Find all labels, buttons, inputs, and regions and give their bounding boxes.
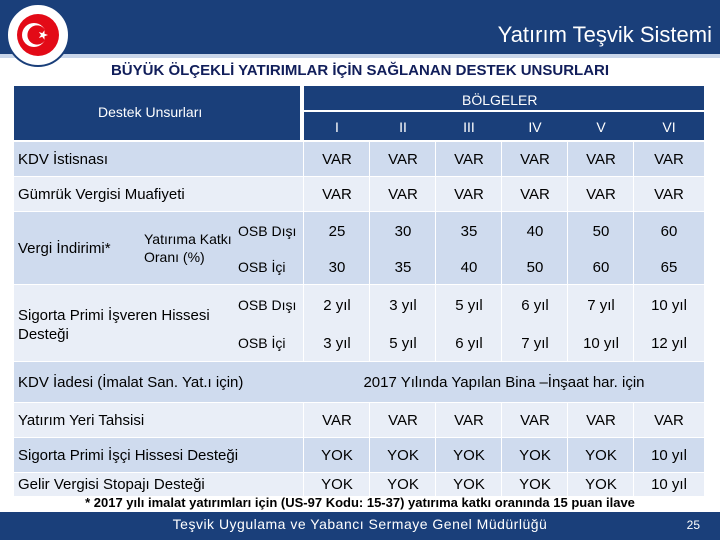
corner-header-label: Destek Unsurları	[98, 104, 203, 120]
table-cell: YOK	[585, 446, 617, 464]
table-cell: YOK	[453, 476, 485, 493]
osb-ici-label: OSB İçi	[238, 335, 286, 351]
table-cell: 2 yıl	[323, 296, 351, 314]
sub-label-katki-orani: Yatırıma Katkı Oranı (%)	[144, 231, 232, 265]
table-cell: VAR	[454, 411, 484, 429]
table-cell: VAR	[322, 150, 352, 168]
table-cell: VAR	[322, 411, 352, 429]
region-header: II	[399, 119, 407, 135]
table-cell: VAR	[586, 150, 616, 168]
table-cell: YOK	[519, 476, 551, 493]
table-cell: 3 yıl	[389, 296, 417, 314]
table-cell: 6 yıl	[455, 334, 483, 352]
osb-disi-label: OSB Dışı	[238, 296, 297, 313]
kdv-iadesi-value: 2017 Yılında Yapılan Bina –İnşaat har. için	[363, 373, 645, 391]
table-cell: 50	[592, 222, 610, 240]
crescent-star-seal-icon	[8, 5, 68, 65]
row-label-sigorta-isveren: Sigorta Primi İşveren Hissesi Desteği	[18, 307, 210, 343]
table-cell: 50	[526, 258, 544, 276]
table-cell: VAR	[454, 185, 484, 203]
table-cell: 65	[660, 258, 678, 276]
table-cell: VAR	[586, 411, 616, 429]
regions-header-label: BÖLGELER	[462, 92, 538, 108]
table-cell: YOK	[321, 476, 353, 493]
table-cell: YOK	[453, 446, 485, 464]
table-cell: 5 yıl	[455, 296, 483, 314]
table-cell: VAR	[654, 150, 684, 168]
table-cell: 10 yıl	[651, 446, 687, 464]
table-cell: 12 yıl	[651, 334, 687, 352]
table-cell: VAR	[654, 411, 684, 429]
region-header: VI	[662, 119, 676, 135]
row-label-kdv-iadesi: KDV İadesi (İmalat San. Yat.ı için)	[18, 373, 244, 391]
table-cell: VAR	[520, 150, 550, 168]
row-label-gelir-vergisi: Gelir Vergisi Stopajı Desteği	[18, 476, 205, 493]
table-cell: YOK	[519, 446, 551, 464]
table-cell: VAR	[654, 185, 684, 203]
osb-ici-label: OSB İçi	[238, 259, 286, 275]
region-header: V	[596, 119, 606, 135]
table-cell: VAR	[586, 185, 616, 203]
table-cell: VAR	[454, 150, 484, 168]
table-cell: 3 yıl	[323, 334, 351, 352]
table-cell: YOK	[321, 446, 353, 464]
table-cell: VAR	[388, 150, 418, 168]
table-cell: 60	[660, 222, 678, 240]
table-cell: 7 yıl	[587, 296, 615, 314]
row-label-sigorta-isci: Sigorta Primi İşçi Hissesi Desteği	[18, 446, 239, 464]
table-cell: 7 yıl	[521, 334, 549, 352]
table-cell: 40	[460, 258, 478, 276]
footnote: * 2017 yılı imalat yatırımları için (US-97 Kodu: 15-37) yatırıma katkı oranında 15 puan ilave	[85, 495, 635, 510]
table-cell: 40	[526, 222, 544, 240]
table-cell: VAR	[322, 185, 352, 203]
table-cell: VAR	[520, 411, 550, 429]
region-header: I	[335, 119, 339, 135]
table-cell: 5 yıl	[389, 334, 417, 352]
table-cell: 35	[394, 258, 412, 276]
table-cell: 10 yıl	[651, 476, 687, 493]
osb-disi-label: OSB Dışı	[238, 222, 297, 239]
region-header: IV	[528, 119, 542, 135]
page-subtitle: BÜYÜK ÖLÇEKLİ YATIRIMLAR İÇİN SAĞLANAN DESTEK UNSURLARI	[110, 62, 610, 79]
table-cell: 6 yıl	[521, 296, 549, 314]
page-title: Yatırım Teşvik Sistemi	[497, 22, 712, 47]
row-label-yatirim-yeri: Yatırım Yeri Tahsisi	[18, 411, 145, 429]
support-table	[14, 86, 704, 496]
table-cell: 10 yıl	[651, 296, 687, 314]
table-cell: 30	[394, 222, 412, 240]
page-number: 25	[686, 518, 700, 532]
row-label-vergi-indirimi: Vergi İndirimi*	[18, 239, 111, 257]
table-cell: 35	[460, 222, 478, 240]
table-cell: VAR	[388, 185, 418, 203]
region-header: III	[463, 119, 475, 135]
table-cell: VAR	[520, 185, 550, 203]
footer-text: Teşvik Uygulama ve Yabancı Sermaye Genel Müdürlüğü	[172, 516, 548, 532]
table-cell: 25	[328, 222, 346, 240]
table-cell: 30	[328, 258, 346, 276]
row-label-kdv: KDV İstisnası	[18, 150, 109, 168]
row-label-gumruk: Gümrük Vergisi Muafiyeti	[18, 185, 185, 203]
ministry-logo	[6, 3, 70, 67]
table-cell: YOK	[387, 476, 419, 493]
table-cell: YOK	[387, 446, 419, 464]
table-cell: VAR	[388, 411, 418, 429]
table-cell: YOK	[585, 476, 617, 493]
table-cell: 60	[592, 258, 610, 276]
table-cell: 10 yıl	[583, 334, 619, 352]
